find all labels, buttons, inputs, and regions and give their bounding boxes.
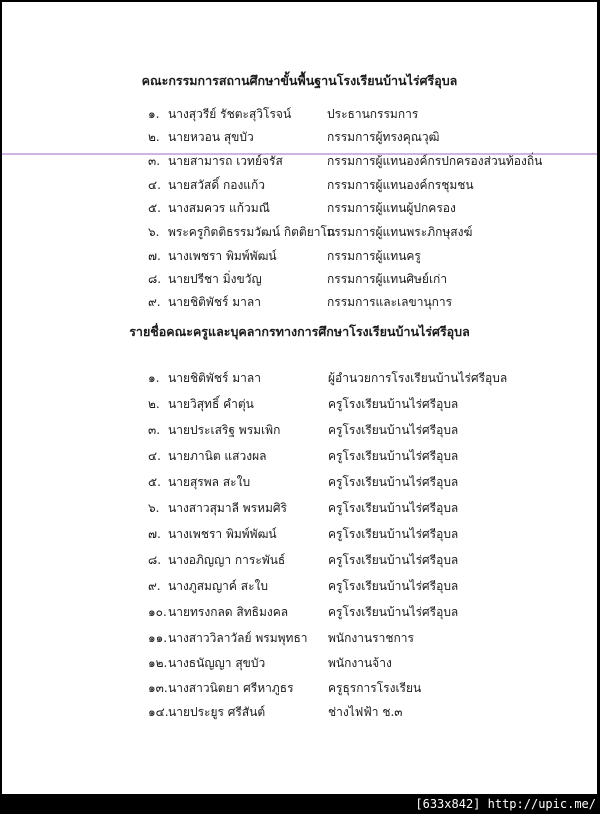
member-name: นายหวอน สุขบัว [168,130,254,144]
staff-name: นายประยูร ศรีสันต์ [168,705,266,719]
staff-name: นางอภิญญา การะพันธ์ [168,553,286,567]
staff-role: ครูโรงเรียนบ้านไร่ศรีอุบล [328,423,459,437]
member-role: กรรมการผู้แทนศิษย์เก่า [327,272,448,286]
member-role: กรรมการผู้ทรงคุณวุฒิ [327,130,440,144]
member-name: นายสวัสดิ์ กองแก้ว [168,178,266,192]
item-number: ๙. [148,295,161,309]
item-number: ๑๐. [148,605,167,619]
staff-name: นางธนัญญา สุขบัว [168,656,266,670]
member-name: นางสมควร แก้วมณี [168,201,270,215]
item-number: ๙. [148,579,161,593]
staff-row [2,576,597,596]
item-number: ๓. [148,423,161,437]
member-role: กรรมการและเลขานุการ [327,295,453,309]
item-number: ๓. [148,154,161,168]
staff-row [2,446,597,466]
member-role: กรรมการผู้แทนองค์กรชุมชน [327,178,474,192]
item-number: ๖. [148,225,160,239]
item-number: ๑. [148,107,160,121]
item-number: ๑๒. [148,656,168,670]
staff-row [2,394,597,414]
item-number: ๑๓. [148,681,168,695]
member-role: กรรมการผู้แทนผู้ปกครอง [327,201,456,215]
staff-role: ครูโรงเรียนบ้านไร่ศรีอุบล [328,579,459,593]
committee-row [2,151,597,171]
section2-title: รายชื่อคณะครูและบุคลากรทางการศึกษาโรงเรียนบ้านไร่ศรีอุบล [129,324,470,339]
item-number: ๕. [148,201,161,215]
item-number: ๑๔. [148,705,169,719]
staff-row [2,472,597,492]
document-page [2,2,597,794]
item-number: ๒. [148,130,160,144]
committee-row [2,175,597,195]
staff-role: ครูโรงเรียนบ้านไร่ศรีอุบล [328,605,459,619]
staff-row [2,702,597,722]
staff-row [2,368,597,388]
staff-name: นางเพชรา พิมพ์พัฒน์ [168,527,277,541]
staff-name: นายภานิต แสวงผล [168,449,267,463]
item-number: ๑๑. [148,631,168,645]
member-role: ประธานกรรมการ [327,107,419,121]
staff-row [2,678,597,698]
item-number: ๔. [148,449,161,463]
staff-role: ครูโรงเรียนบ้านไร่ศรีอุบล [328,397,459,411]
member-name: นางเพชรา พิมพ์พัฒน์ [168,249,277,263]
staff-row [2,550,597,570]
staff-role: ครูโรงเรียนบ้านไร่ศรีอุบล [328,449,459,463]
item-number: ๑. [148,371,160,385]
committee-row [2,198,597,218]
staff-role: ผู้อำนวยการโรงเรียนบ้านไร่ศรีอุบล [328,371,508,385]
staff-row [2,602,597,622]
staff-name: นายทรงกลด สิทธิมงคล [168,605,289,619]
member-name: พระครูกิตติธรรมวัฒน์ กิตติยาโน [168,225,336,239]
member-role: กรรมการผู้แทนพระภิกษุสงฆ์ [327,225,473,239]
staff-row [2,524,597,544]
member-name: นายสามารถ เวทย์จรัส [168,154,283,168]
item-number: ๘. [148,272,162,286]
staff-name: นางภูสมญาค์ สะใบ [168,579,268,593]
committee-row [2,104,597,124]
staff-role: ครูโรงเรียนบ้านไร่ศรีอุบล [328,475,459,489]
staff-row [2,628,597,648]
staff-name: นายชิติพัชร์ มาลา [168,371,261,385]
staff-role: พนักงานราชการ [328,631,414,645]
member-name: นายชิติพัชร์ มาลา [168,295,261,309]
staff-role: ครูโรงเรียนบ้านไร่ศรีอุบล [328,501,459,515]
committee-row [2,246,597,266]
member-name: นายปรีชา มิ่งขวัญ [168,272,262,286]
item-number: ๕. [148,475,161,489]
item-number: ๒. [148,397,160,411]
staff-name: นางสาววิลาวัลย์ พรมพุทธา [168,631,308,645]
section1-title: คณะกรรมการสถานศึกษาขั้นพื้นฐานโรงเรียนบ้านไร่ศรีอุบล [141,73,458,88]
staff-row [2,653,597,673]
staff-name: นายสุรพล สะใบ [168,475,251,489]
item-number: ๖. [148,501,160,515]
image-host-watermark: [633x842] http://upic.me/ [415,797,596,811]
staff-row [2,498,597,518]
staff-role: ครูโรงเรียนบ้านไร่ศรีอุบล [328,553,459,567]
staff-role: ครูโรงเรียนบ้านไร่ศรีอุบล [328,527,459,541]
committee-row [2,269,597,289]
item-number: ๔. [148,178,161,192]
member-name: นางสุวรีย์ รัชตะสุวิโรจน์ [168,107,292,121]
staff-name: นางสาวนิตยา ศรีหาภูธร [168,681,294,695]
item-number: ๘. [148,553,162,567]
committee-row [2,222,597,242]
item-number: ๗. [148,249,161,263]
staff-role: ครูธุรการโรงเรียน [328,681,422,695]
committee-row [2,292,597,312]
staff-role: ช่างไฟฟ้า ช.๓ [328,705,403,719]
member-role: กรรมการผู้แทนองค์กรปกครองส่วนท้องถิ่น [327,154,543,168]
staff-row [2,420,597,440]
staff-name: นายวิสุทธิ์ คำตุ่น [168,397,254,411]
member-role: กรรมการผู้แทนครู [327,249,421,263]
staff-name: นายประเสริฐ พรมเพิก [168,423,281,437]
committee-row [2,127,597,147]
staff-role: พนักงานจ้าง [328,656,392,670]
staff-name: นางสาวสุมาลี พรหมศิริ [168,501,287,515]
item-number: ๗. [148,527,161,541]
